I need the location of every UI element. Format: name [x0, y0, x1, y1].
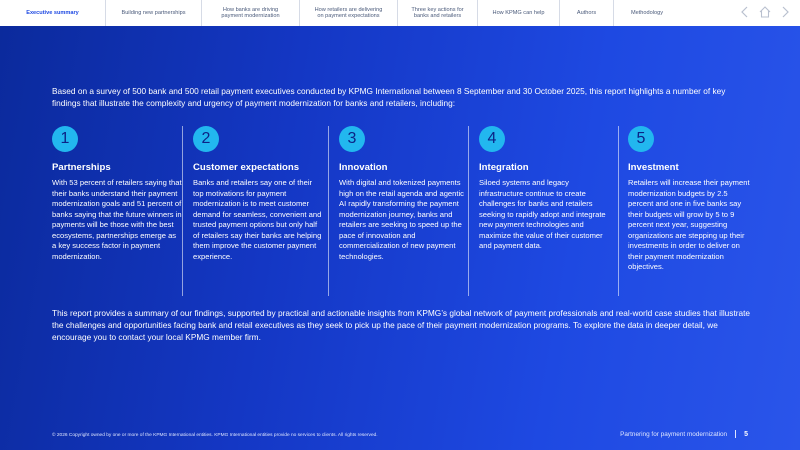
nav-tab-label: Authors [576, 9, 597, 16]
column-divider [182, 126, 183, 296]
finding-number-badge: 4 [479, 126, 505, 152]
chevron-left-icon[interactable] [738, 5, 752, 19]
nav-tab-label: How retailers are delivering on payment expectations [314, 6, 383, 19]
nav-tab-authors[interactable] [560, 0, 614, 26]
nav-tab-label: How KPMG can help [492, 9, 545, 16]
finding-title: Customer expectations [193, 162, 300, 173]
finding-body: Retailers will increase their payment modernization budgets by 2.5 percent and one in five banks say their budgets will grow by 5 to 9 percent next year, suggesting organizations are stepping up their investments in order to deliver on their payment modernization objectives. [628, 178, 750, 271]
finding-number-badge: 1 [52, 126, 78, 152]
intro-paragraph: Based on a survey of 500 bank and 500 retail payment executives conducted by KPMG International between 8 September and 30 October 2025, this report highlights a number of key findings that illustrate the complexity and urgency of payment modernization for banks and retailers, including: [52, 86, 726, 108]
page-number: 5 [744, 430, 748, 438]
nav-tab-executive-summary[interactable] [0, 0, 106, 26]
report-title: Partnering for payment modernization [620, 430, 728, 438]
finding-integration [479, 126, 609, 252]
outro-paragraph: This report provides a summary of our findings, supported by practical and actionable insights from KPMG’s global network of payment professionals and real-world case studies that illustrate the challenges and opportunities facing bank and retail executives as they seek to pick up the pace of their payment modernization programs. To explore the data in deeper detail, we encourage you to contact your local KPMG member firm. [52, 308, 751, 342]
nav-tab-building-partnerships[interactable] [106, 0, 202, 26]
finding-body: With 53 percent of retailers saying that their banks understand their payment modernization goals and 51 percent of banks saying that the future winners in payments will be those with the best ecosystems, partnerships emerge as a key success factor in payment modernization. [52, 178, 182, 261]
finding-body: Siloed systems and legacy infrastructure continue to create challenges for banks and retailers seeking to rapidly adopt and integrate new payment technologies and maximize the value of their customer and payment data. [479, 178, 606, 250]
finding-partnerships [52, 126, 182, 262]
finding-title: Integration [479, 162, 529, 173]
finding-title: Innovation [339, 162, 388, 173]
finding-number-badge: 5 [628, 126, 654, 152]
finding-body: With digital and tokenized payments high on the retail agenda and agentic AI rapidly transforming the payment modernization journey, banks and retailers are seeking to speed up the pace of innovation and commercialization of new payment technologies. [339, 178, 464, 261]
finding-number-badge: 3 [339, 126, 365, 152]
key-findings [52, 126, 752, 316]
nav-tab-label: Executive summary [26, 9, 79, 16]
page-footer [620, 430, 748, 438]
nav-tab-label: How banks are driving payment modernization [221, 6, 280, 19]
top-navigation [0, 0, 800, 26]
home-icon[interactable] [758, 5, 772, 19]
copyright-notice: © 2026 Copyright owned by one or more of the KPMG International entities. KPMG International entities provide no services to clients. All rights reserved. [52, 433, 378, 438]
nav-tab-retailers-delivering[interactable] [300, 0, 398, 26]
finding-investment [628, 126, 752, 273]
content-panel [0, 26, 800, 450]
finding-title: Investment [628, 162, 679, 173]
finding-title: Partnerships [52, 162, 111, 173]
nav-tab-three-key-actions[interactable] [398, 0, 478, 26]
finding-number-badge: 2 [193, 126, 219, 152]
column-divider [468, 126, 469, 296]
nav-tab-label: Three key actions for banks and retailers [411, 6, 464, 19]
finding-body: Banks and retailers say one of their top motivations for payment modernization is to meet customer demand for seamless, convenient and trusted payment options but only half of retailers say their banks are helping them improve the customer payment experience. [193, 178, 322, 261]
nav-icon-group [738, 5, 792, 19]
chevron-right-icon[interactable] [778, 5, 792, 19]
finding-customer-expectations [193, 126, 323, 262]
nav-tab-banks-driving[interactable] [202, 0, 300, 26]
nav-tab-label: Building new partnerships [121, 9, 186, 16]
column-divider [328, 126, 329, 296]
nav-tab-how-kpmg-can-help[interactable] [478, 0, 560, 26]
column-divider [618, 126, 619, 296]
nav-tab-label: Methodology [630, 9, 664, 16]
nav-tab-methodology[interactable] [614, 0, 680, 26]
finding-innovation [339, 126, 469, 262]
footer-divider [735, 430, 736, 438]
